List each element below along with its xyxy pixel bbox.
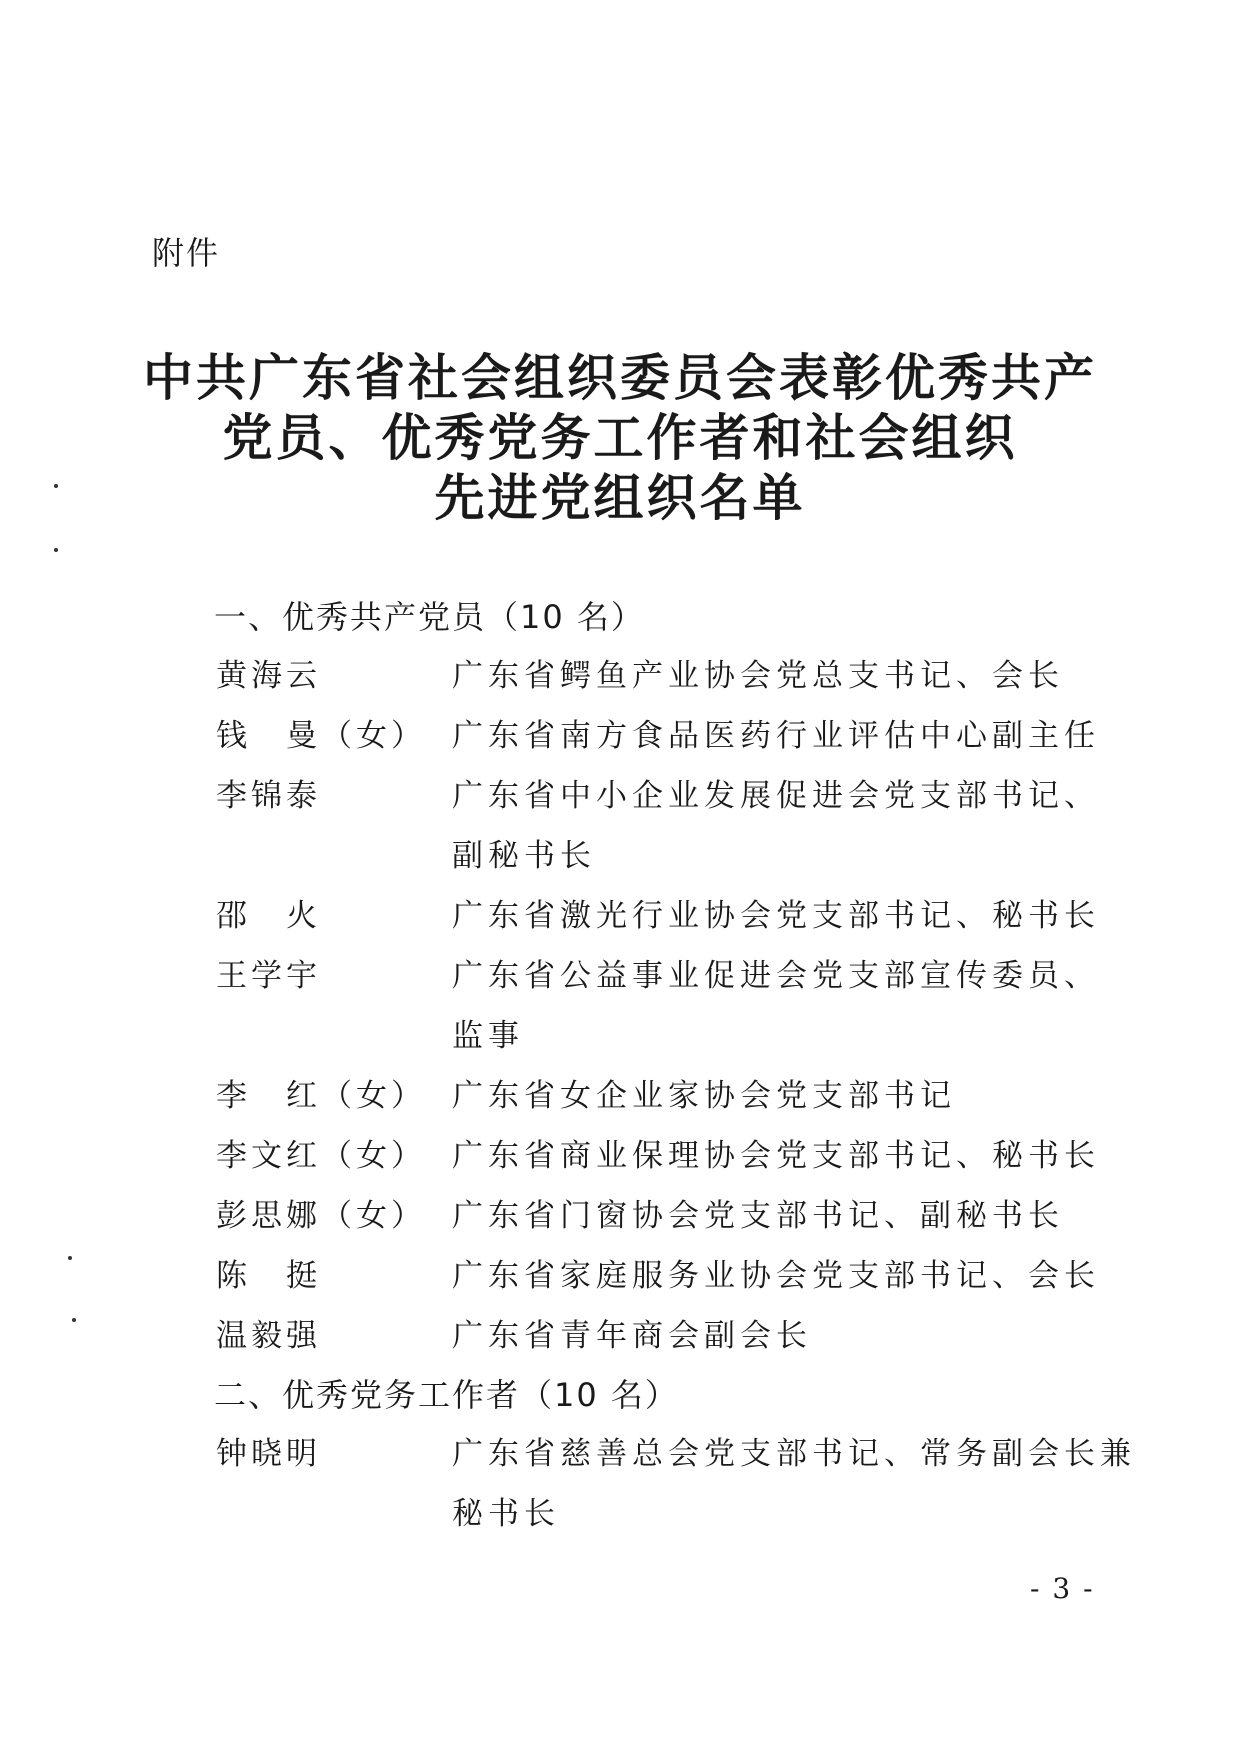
member-name: 陈 挺: [216, 1258, 321, 1294]
section-heading-2: 二、优秀党务工作者（10 名）: [214, 1376, 679, 1414]
page-number: - 3 -: [1030, 1572, 1095, 1605]
member-name: 黄海云: [216, 658, 321, 694]
list-item: [0, 1250, 1240, 1300]
scan-speck: [54, 484, 58, 488]
member-position: 广东省门窗协会党支部书记、副秘书长: [452, 1198, 1064, 1234]
title-line-3: 先进党组织名单: [434, 468, 806, 527]
list-item: [0, 1070, 1240, 1120]
member-position: 广东省公益事业促进会党支部宣传委员、: [452, 958, 1100, 994]
list-item: [0, 1428, 1240, 1478]
member-position-continued: 副秘书长: [452, 838, 596, 874]
member-position: 广东省家庭服务业协会党支部书记、会长: [452, 1258, 1100, 1294]
member-position-continued: 监事: [452, 1018, 524, 1054]
attachment-label: 附件: [152, 234, 221, 272]
list-item-continuation: [0, 830, 1240, 880]
member-name: 邵 火: [216, 898, 321, 934]
member-position: 广东省南方食品医药行业评估中心副主任: [452, 718, 1100, 754]
list-item: [0, 650, 1240, 700]
member-name: 王学宇: [216, 958, 321, 994]
title-line-1: 中共广东省社会组织委员会表彰优秀共产: [143, 348, 1097, 407]
list-item: [0, 1190, 1240, 1240]
member-name: 李锦泰: [216, 778, 321, 814]
scan-speck: [54, 548, 58, 552]
member-name: 钱 曼（女）: [216, 718, 426, 754]
member-name: 李文红（女）: [216, 1138, 426, 1174]
member-name: 李 红（女）: [216, 1078, 426, 1114]
member-position: 广东省青年商会副会长: [452, 1318, 812, 1354]
member-position-continued: 秘书长: [452, 1496, 560, 1532]
member-position: 广东省激光行业协会党支部书记、秘书长: [452, 898, 1100, 934]
title-line-2: 党员、优秀党务工作者和社会组织: [222, 408, 1018, 467]
list-item: [0, 950, 1240, 1000]
member-position: 广东省慈善总会党支部书记、常务副会长兼: [452, 1436, 1136, 1472]
list-item-continuation: [0, 1488, 1240, 1538]
list-item: [0, 710, 1240, 760]
list-item: [0, 890, 1240, 940]
list-item: [0, 1310, 1240, 1360]
list-item-continuation: [0, 1010, 1240, 1060]
list-item: [0, 1130, 1240, 1180]
member-position: 广东省女企业家协会党支部书记: [452, 1078, 956, 1114]
member-position: 广东省中小企业发展促进会党支部书记、: [452, 778, 1100, 814]
member-position: 广东省鳄鱼产业协会党总支书记、会长: [452, 658, 1064, 694]
member-name: 温毅强: [216, 1318, 321, 1354]
section-heading-1: 一、优秀共产党员（10 名）: [214, 598, 645, 636]
member-name: 彭思娜（女）: [216, 1198, 426, 1234]
member-name: 钟晓明: [216, 1436, 321, 1472]
member-position: 广东省商业保理协会党支部书记、秘书长: [452, 1138, 1100, 1174]
list-item: [0, 770, 1240, 820]
